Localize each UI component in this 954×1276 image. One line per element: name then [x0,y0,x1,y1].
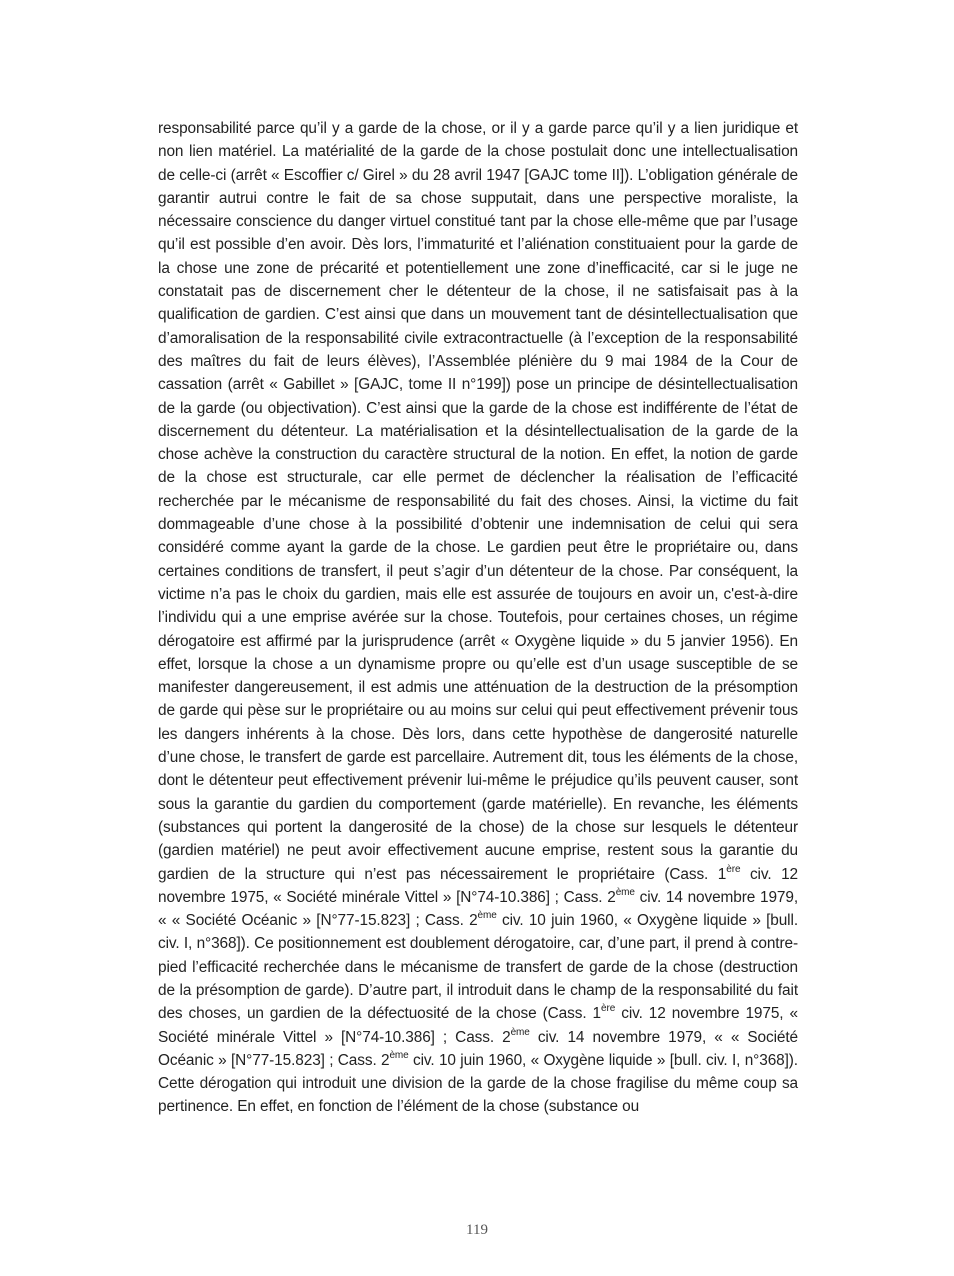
text-segment: civ. 12 novembre 1975, « Société minérale Vittel » [N°74-10.386] ; Cass. 2 [158,865,798,906]
text-segment: civ. 12 novembre 1975, « Société minérale Vittel » [N°74-10.386] ; Cass. 2 [158,1005,798,1046]
superscript: ère [601,1003,616,1015]
text-segment: civ. 14 novembre 1979, « « Société Océanic » [N°77-15.823] ; Cass. 2 [158,888,798,930]
text-segment: civ. 10 juin 1960, « Oxygène liquide » [bull. civ. I, n°368]). Ce positionnement est doublement dérogatoire, car, d’une part, il prend à contre-pied l’efficacité recherchée dans le mécanisme de transfert de garde de la chose (destruction de la présomption de garde). D’autre part, il introduit dans le champ de la responsabilité du fait des choses, un gardien de la défectuosité de la chose (Cass. 1 [158,912,798,1023]
text-segment: responsabilité parce qu’il y a garde de la chose, or il y a garde parce qu’il y a lien juridique et non lien matériel. La matérialité de la garde de la chose postulait donc une intellectualisation de celle-ci (arrêt « Escoffier c/ Girel » du 28 avril 1947 [GAJC tome II]). L’obligation générale de garantir autrui contre le fait de sa chose supputait, dans une perspective moraliste, la nécessaire conscience du danger virtuel constitué tant par la chose elle-même que par l’usage qu’il est possible d’en avoir. Dès lors, l’immaturité et l’aliénation constituaient pour la garde de la chose une zone de précarité et potentiellement une zone d’inefficacité, car si le juge ne constatait pas de discernement cher le détenteur de la chose, il ne satisfaisait pas à la qualification de gardien. C’est ainsi que dans un mouvement tant de désintellectualisation que d’amoralisation de la responsabilité civile extracontractuelle (à l’exception de la responsabilité des maîtres du fait de leurs élèves), l’Assemblée plénière du 9 mai 1984 de la Cour de cassation (arrêt « Gabillet » [GAJC, tome II n°199]) pose un principe de désintellectualisation de la garde (ou objectivation). C’est ainsi que la garde de la chose est indifférente de l’état de discernement du détenteur. La matérialisation et la désintellectualisation de la garde de la chose achève la construction du caractère structural de la notion. En effet, la notion de garde de la chose est structurale, car elle permet de déclencher la réalisation de l’efficacité recherchée par le mécanisme de responsabilité du fait des choses. Ainsi, la victime du fait dommageable d’une chose à la possibilité d’obtenir une indemnisation de celui qui sera considéré comme ayant la garde de la chose. Le gardien peut être le propriétaire ou, dans certaines conditions de transfert, il peut s’agir d’un détenteur de la chose. Par conséquent, la victime n’a pas le choix du gardien, mais elle est assurée de toujours en avoir un, c'est-à-dire l’individu qui a une emprise avérée sur la chose. Toutefois, pour certaines choses, un régime dérogatoire est affirmé par la jurisprudence (arrêt « Oxygène liquide » du 5 janvier 1956). En effet, lorsque la chose a un dynamisme propre ou qu’elle est d’un usage susceptible de se manifester dangereusement, il est admis une atténuation de la destruction de la présomption de garde qui pèse sur le propriétaire ou au moins sur celui qui peut effectivement prévenir tous les dangers inhérents à la chose. Dès lors, dans cette hypothèse de dangerosité naturelle d’une chose, le transfert de garde est parcellaire. Autrement dit, tous les éléments de la chose, dont le détenteur peut effectivement prévenir lui-même le préjudice qu’ils peuvent causer, sont sous la garantie du gardien du comportement (garde matérielle). En revanche, les éléments (substances qui portent la dangerosité de la chose) de la chose sur lesquels le détenteur (gardien matériel) ne peut avoir effectivement aucune emprise, restent sous la garantie du gardien de la structure qui n’est pas nécessairement le propriétaire (Cass. 1 [158,120,798,883]
superscript: ème [615,886,635,898]
superscript: ère [726,863,741,875]
superscript: ème [477,910,497,922]
superscript: ème [389,1049,409,1061]
text-segment: civ. 10 juin 1960, « Oxygène liquide » [bull. civ. I, n°368]). Cette dérogation qui introduit une division de la garde de la chose fragilise du même coup sa pertinence. En effet, en fonction de l’élément de la chose (substance ou [158,1051,798,1116]
page-number: 119 [466,1222,488,1238]
text-segment: civ. 14 novembre 1979, « « Société Océanic » [N°77-15.823] ; Cass. 2 [158,1028,799,1069]
superscript: ème [510,1026,530,1038]
body-paragraph [158,117,798,1119]
